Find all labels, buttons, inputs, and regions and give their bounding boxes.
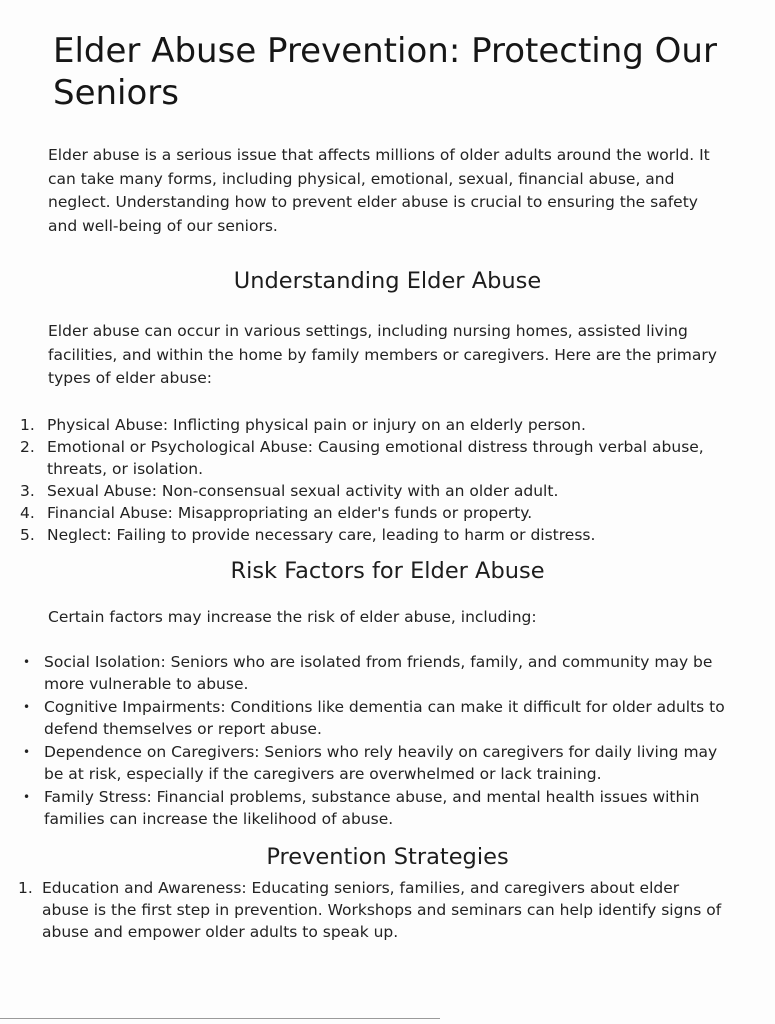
list-item-text: Education and Awareness: Educating seniors, families, and caregivers about elder abuse is the first step in prevention. Workshops and seminars can help identify signs of abuse and empower older adults to speak up. (42, 879, 722, 941)
intro-paragraph: Elder abuse is a serious issue that affects millions of older adults around the world. It can take many forms, including physical, emotional, sexual, financial abuse, and neglect. Understanding how to prevent elder abuse is crucial to ensuring the safety and well-being of our seniors. (48, 146, 710, 235)
list-item (18, 877, 723, 943)
list-number: 4. (20, 504, 35, 522)
list-item (22, 696, 727, 740)
list-item-text: Family Stress: Financial problems, substance abuse, and mental health issues within families can increase the likelihood of abuse. (44, 788, 700, 828)
heading-understanding-elder-abuse: Understanding Elder Abuse (233, 268, 542, 294)
bullet-icon: • (23, 700, 31, 714)
list-item-text: Social Isolation: Seniors who are isolated from friends, family, and community may be more vulnerable to abuse. (44, 653, 713, 693)
list-item (20, 502, 725, 524)
heading-prevention-strategies: Prevention Strategies (266, 844, 509, 870)
list-number: 1. (18, 879, 33, 897)
list-number: 3. (20, 482, 35, 500)
list-item (20, 524, 725, 546)
prevention-list (18, 877, 723, 943)
list-item (20, 480, 725, 502)
list-item (22, 786, 727, 830)
risk-factors-list (22, 651, 727, 831)
page-bottom-rule (0, 1018, 440, 1019)
bullet-icon: • (23, 790, 31, 804)
bullet-icon: • (23, 655, 31, 669)
list-number: 2. (20, 438, 35, 456)
list-item (22, 741, 727, 785)
list-item-text: Sexual Abuse: Non-consensual sexual activity with an older adult. (47, 482, 559, 500)
abuse-types-list (20, 414, 725, 546)
list-item-text: Emotional or Psychological Abuse: Causing emotional distress through verbal abuse, threats, or isolation. (47, 438, 704, 478)
bullet-icon: • (23, 745, 31, 759)
page-title: Elder Abuse Prevention: Protecting Our Seniors (53, 31, 717, 113)
list-item-text: Physical Abuse: Inflicting physical pain or injury on an elderly person. (47, 416, 586, 434)
list-item-text: Financial Abuse: Misappropriating an elder's funds or property. (47, 504, 533, 522)
heading-risk-factors: Risk Factors for Elder Abuse (230, 558, 545, 584)
risk-factors-paragraph: Certain factors may increase the risk of elder abuse, including: (48, 608, 537, 626)
list-number: 5. (20, 526, 35, 544)
list-number: 1. (20, 416, 35, 434)
list-item-text: Neglect: Failing to provide necessary care, leading to harm or distress. (47, 526, 596, 544)
list-item (22, 651, 727, 695)
list-item (20, 414, 725, 436)
list-item (20, 436, 725, 480)
list-item-text: Dependence on Caregivers: Seniors who rely heavily on caregivers for daily living may be at risk, especially if the caregivers are overwhelmed or lack training. (44, 743, 718, 783)
understanding-paragraph: Elder abuse can occur in various settings, including nursing homes, assisted living facilities, and within the home by family members or caregivers. Here are the primary types of elder abuse: (48, 322, 717, 387)
list-item-text: Cognitive Impairments: Conditions like dementia can make it difficult for older adults to defend themselves or report abuse. (44, 698, 725, 738)
